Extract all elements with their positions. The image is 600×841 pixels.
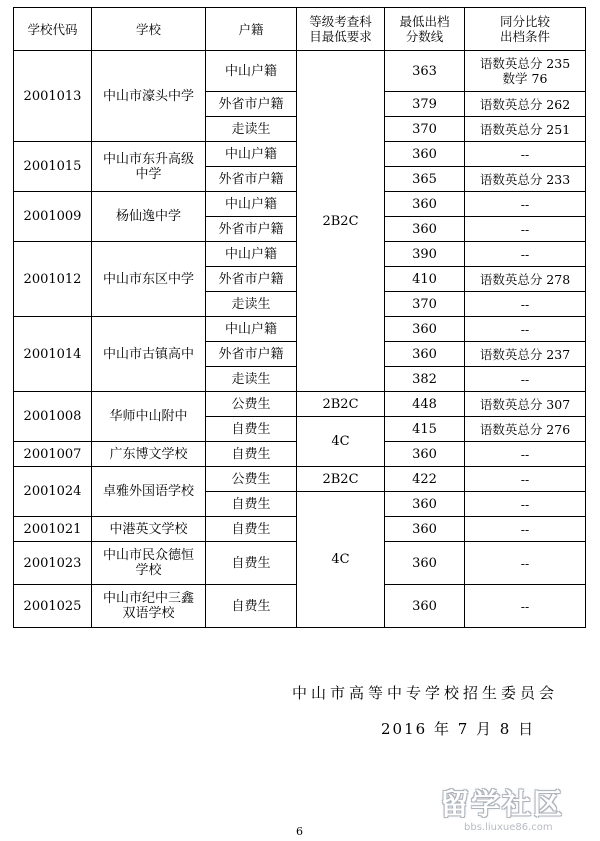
min-score-cell: 370 bbox=[385, 292, 465, 317]
tie-condition-cell: -- bbox=[465, 142, 586, 167]
grade-requirement-cell: 2B2C bbox=[297, 392, 385, 417]
grade-requirement-cell: 4C bbox=[297, 492, 385, 628]
tie-condition-cell: -- bbox=[465, 442, 586, 467]
school-name-cell: 中山市东升高级 中学 bbox=[92, 142, 206, 192]
school-name-cell: 广东博文学校 bbox=[92, 442, 206, 467]
school-name-cell: 中山市濠头中学 bbox=[92, 51, 206, 142]
household-cell: 走读生 bbox=[206, 367, 297, 392]
tie-condition-cell: 语数英总分 233 bbox=[465, 167, 586, 192]
school-code-cell: 2001007 bbox=[14, 442, 92, 467]
min-score-cell: 422 bbox=[385, 467, 465, 492]
min-score-cell: 379 bbox=[385, 92, 465, 117]
min-score-cell: 365 bbox=[385, 167, 465, 192]
school-name-cell: 中山市纪中三鑫 双语学校 bbox=[92, 585, 206, 628]
school-code-cell: 2001021 bbox=[14, 517, 92, 542]
min-score-cell: 363 bbox=[385, 51, 465, 92]
issue-date: 2016 年 7 月 8 日 bbox=[381, 720, 536, 738]
table-row bbox=[14, 392, 586, 417]
school-name-cell: 卓雅外国语学校 bbox=[92, 467, 206, 517]
tie-condition-cell: -- bbox=[465, 292, 586, 317]
tie-condition-cell: -- bbox=[465, 317, 586, 342]
tie-condition-cell: -- bbox=[465, 242, 586, 267]
school-code-cell: 2001025 bbox=[14, 585, 92, 628]
site-watermark bbox=[440, 782, 595, 838]
min-score-cell: 360 bbox=[385, 142, 465, 167]
household-cell: 自费生 bbox=[206, 585, 297, 628]
household-cell: 自费生 bbox=[206, 542, 297, 585]
school-name-cell: 中港英文学校 bbox=[92, 517, 206, 542]
household-cell: 走读生 bbox=[206, 292, 297, 317]
grade-requirement-cell: 4C bbox=[297, 417, 385, 467]
household-cell: 外省市户籍 bbox=[206, 92, 297, 117]
header-household: 户籍 bbox=[206, 8, 297, 51]
min-score-cell: 360 bbox=[385, 442, 465, 467]
tie-condition-cell: -- bbox=[465, 192, 586, 217]
watermark-logo-text: 留学社区 bbox=[440, 787, 565, 821]
table-row bbox=[14, 467, 586, 492]
household-cell: 自费生 bbox=[206, 517, 297, 542]
min-score-cell: 390 bbox=[385, 242, 465, 267]
tie-condition-cell: 语数英总分 251 bbox=[465, 117, 586, 142]
school-name-cell: 杨仙逸中学 bbox=[92, 192, 206, 242]
tie-condition-cell: 语数英总分 307 bbox=[465, 392, 586, 417]
min-score-cell: 360 bbox=[385, 542, 465, 585]
household-cell: 外省市户籍 bbox=[206, 342, 297, 367]
table-row bbox=[14, 51, 586, 92]
school-code-cell: 2001013 bbox=[14, 51, 92, 142]
header-school-code: 学校代码 bbox=[14, 8, 92, 51]
issuer-signature: 中山市高等中专学校招生委员会 bbox=[292, 684, 559, 702]
min-score-cell: 360 bbox=[385, 342, 465, 367]
school-name-cell: 中山市东区中学 bbox=[92, 242, 206, 317]
household-cell: 中山户籍 bbox=[206, 51, 297, 92]
household-cell: 中山户籍 bbox=[206, 192, 297, 217]
household-cell: 外省市户籍 bbox=[206, 267, 297, 292]
school-name-cell: 华师中山附中 bbox=[92, 392, 206, 442]
min-score-cell: 415 bbox=[385, 417, 465, 442]
min-score-cell: 410 bbox=[385, 267, 465, 292]
page-number: 6 bbox=[296, 825, 303, 838]
school-code-cell: 2001012 bbox=[14, 242, 92, 317]
min-score-cell: 382 bbox=[385, 367, 465, 392]
school-code-cell: 2001023 bbox=[14, 542, 92, 585]
household-cell: 中山户籍 bbox=[206, 242, 297, 267]
household-cell: 自费生 bbox=[206, 492, 297, 517]
header-min-score: 最低出档 分数线 bbox=[385, 8, 465, 51]
household-cell: 公费生 bbox=[206, 467, 297, 492]
min-score-cell: 360 bbox=[385, 585, 465, 628]
school-code-cell: 2001024 bbox=[14, 467, 92, 517]
grade-requirement-cell: 2B2C bbox=[297, 51, 385, 392]
header-tie-condition: 同分比较 出档条件 bbox=[465, 8, 586, 51]
watermark-url: bbs.liuxue86.com bbox=[464, 822, 553, 833]
tie-condition-cell: 语数英总分 235 数学 76 bbox=[465, 51, 586, 92]
tie-condition-cell: -- bbox=[465, 542, 586, 585]
tie-condition-cell: -- bbox=[465, 367, 586, 392]
school-code-cell: 2001009 bbox=[14, 192, 92, 242]
min-score-cell: 360 bbox=[385, 517, 465, 542]
header-school: 学校 bbox=[92, 8, 206, 51]
household-cell: 中山户籍 bbox=[206, 142, 297, 167]
tie-condition-cell: 语数英总分 262 bbox=[465, 92, 586, 117]
tie-condition-cell: 语数英总分 278 bbox=[465, 267, 586, 292]
household-cell: 外省市户籍 bbox=[206, 217, 297, 242]
school-code-cell: 2001008 bbox=[14, 392, 92, 442]
school-name-cell: 中山市古镇高中 bbox=[92, 317, 206, 392]
tie-condition-cell: -- bbox=[465, 217, 586, 242]
min-score-cell: 448 bbox=[385, 392, 465, 417]
min-score-cell: 360 bbox=[385, 217, 465, 242]
header-grade-requirement: 等级考查科 目最低要求 bbox=[297, 8, 385, 51]
grade-requirement-cell: 2B2C bbox=[297, 467, 385, 492]
tie-condition-cell: -- bbox=[465, 517, 586, 542]
school-code-cell: 2001015 bbox=[14, 142, 92, 192]
tie-condition-cell: -- bbox=[465, 467, 586, 492]
household-cell: 公费生 bbox=[206, 392, 297, 417]
household-cell: 自费生 bbox=[206, 442, 297, 467]
min-score-cell: 360 bbox=[385, 192, 465, 217]
min-score-cell: 370 bbox=[385, 117, 465, 142]
tie-condition-cell: -- bbox=[465, 585, 586, 628]
household-cell: 外省市户籍 bbox=[206, 167, 297, 192]
table-header-row bbox=[14, 8, 586, 51]
tie-condition-cell: -- bbox=[465, 492, 586, 517]
school-name-cell: 中山市民众德恒 学校 bbox=[92, 542, 206, 585]
min-score-cell: 360 bbox=[385, 317, 465, 342]
min-score-cell: 360 bbox=[385, 492, 465, 517]
household-cell: 自费生 bbox=[206, 417, 297, 442]
admission-score-table bbox=[13, 7, 586, 628]
tie-condition-cell: 语数英总分 237 bbox=[465, 342, 586, 367]
household-cell: 走读生 bbox=[206, 117, 297, 142]
school-code-cell: 2001014 bbox=[14, 317, 92, 392]
tie-condition-cell: 语数英总分 276 bbox=[465, 417, 586, 442]
household-cell: 中山户籍 bbox=[206, 317, 297, 342]
